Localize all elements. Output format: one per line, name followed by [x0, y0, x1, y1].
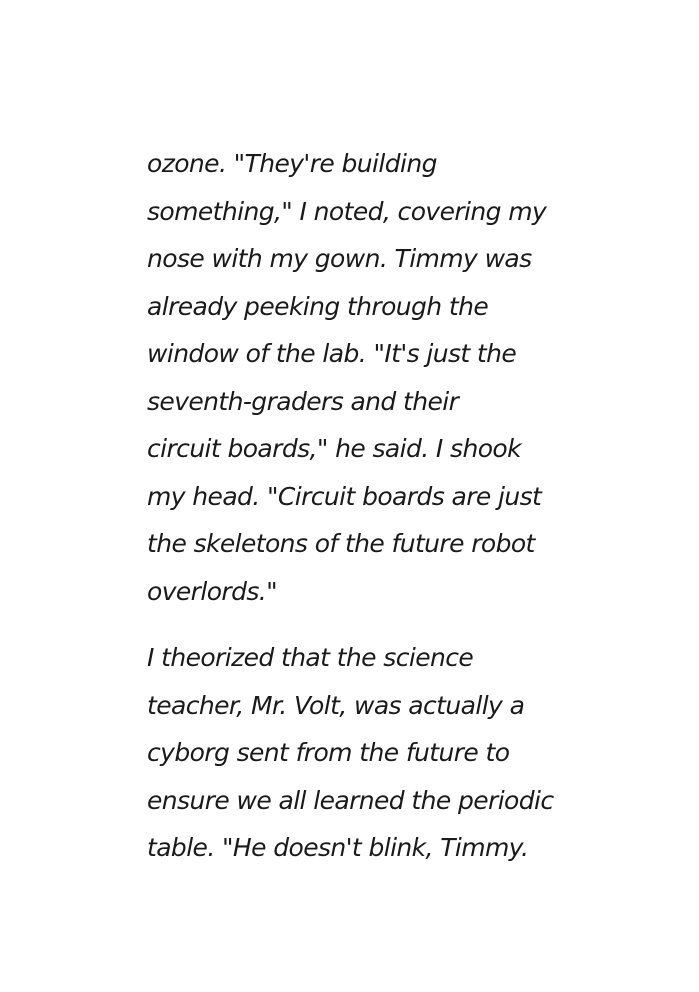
paragraph-2	[147, 634, 577, 872]
text-line: something," I noted, covering my	[147, 196, 547, 226]
text-line: already peeking through the	[147, 291, 489, 321]
paragraph-1	[147, 140, 577, 615]
text-line: nose with my gown. Timmy was	[147, 244, 532, 273]
text-line: I theorized that the science	[147, 643, 474, 672]
story-text	[147, 140, 577, 872]
text-line: cyborg sent from the future to	[147, 738, 510, 767]
text-line: window of the lab. "It's just the	[147, 339, 517, 368]
text-line: ensure we all learned the periodic	[147, 785, 554, 815]
text-line: the skeletons of the future robot	[147, 529, 535, 558]
text-line: seventh-graders and their	[147, 386, 459, 416]
text-line: circuit boards," he said. I shook	[147, 434, 521, 463]
text-line: overlords."	[147, 576, 278, 606]
text-line: table. "He doesn't blink, Timmy.	[147, 833, 529, 862]
text-line: my head. "Circuit boards are just	[147, 481, 542, 511]
text-line: teacher, Mr. Volt, was actually a	[147, 690, 525, 720]
text-line: ozone. "They're building	[147, 149, 437, 178]
